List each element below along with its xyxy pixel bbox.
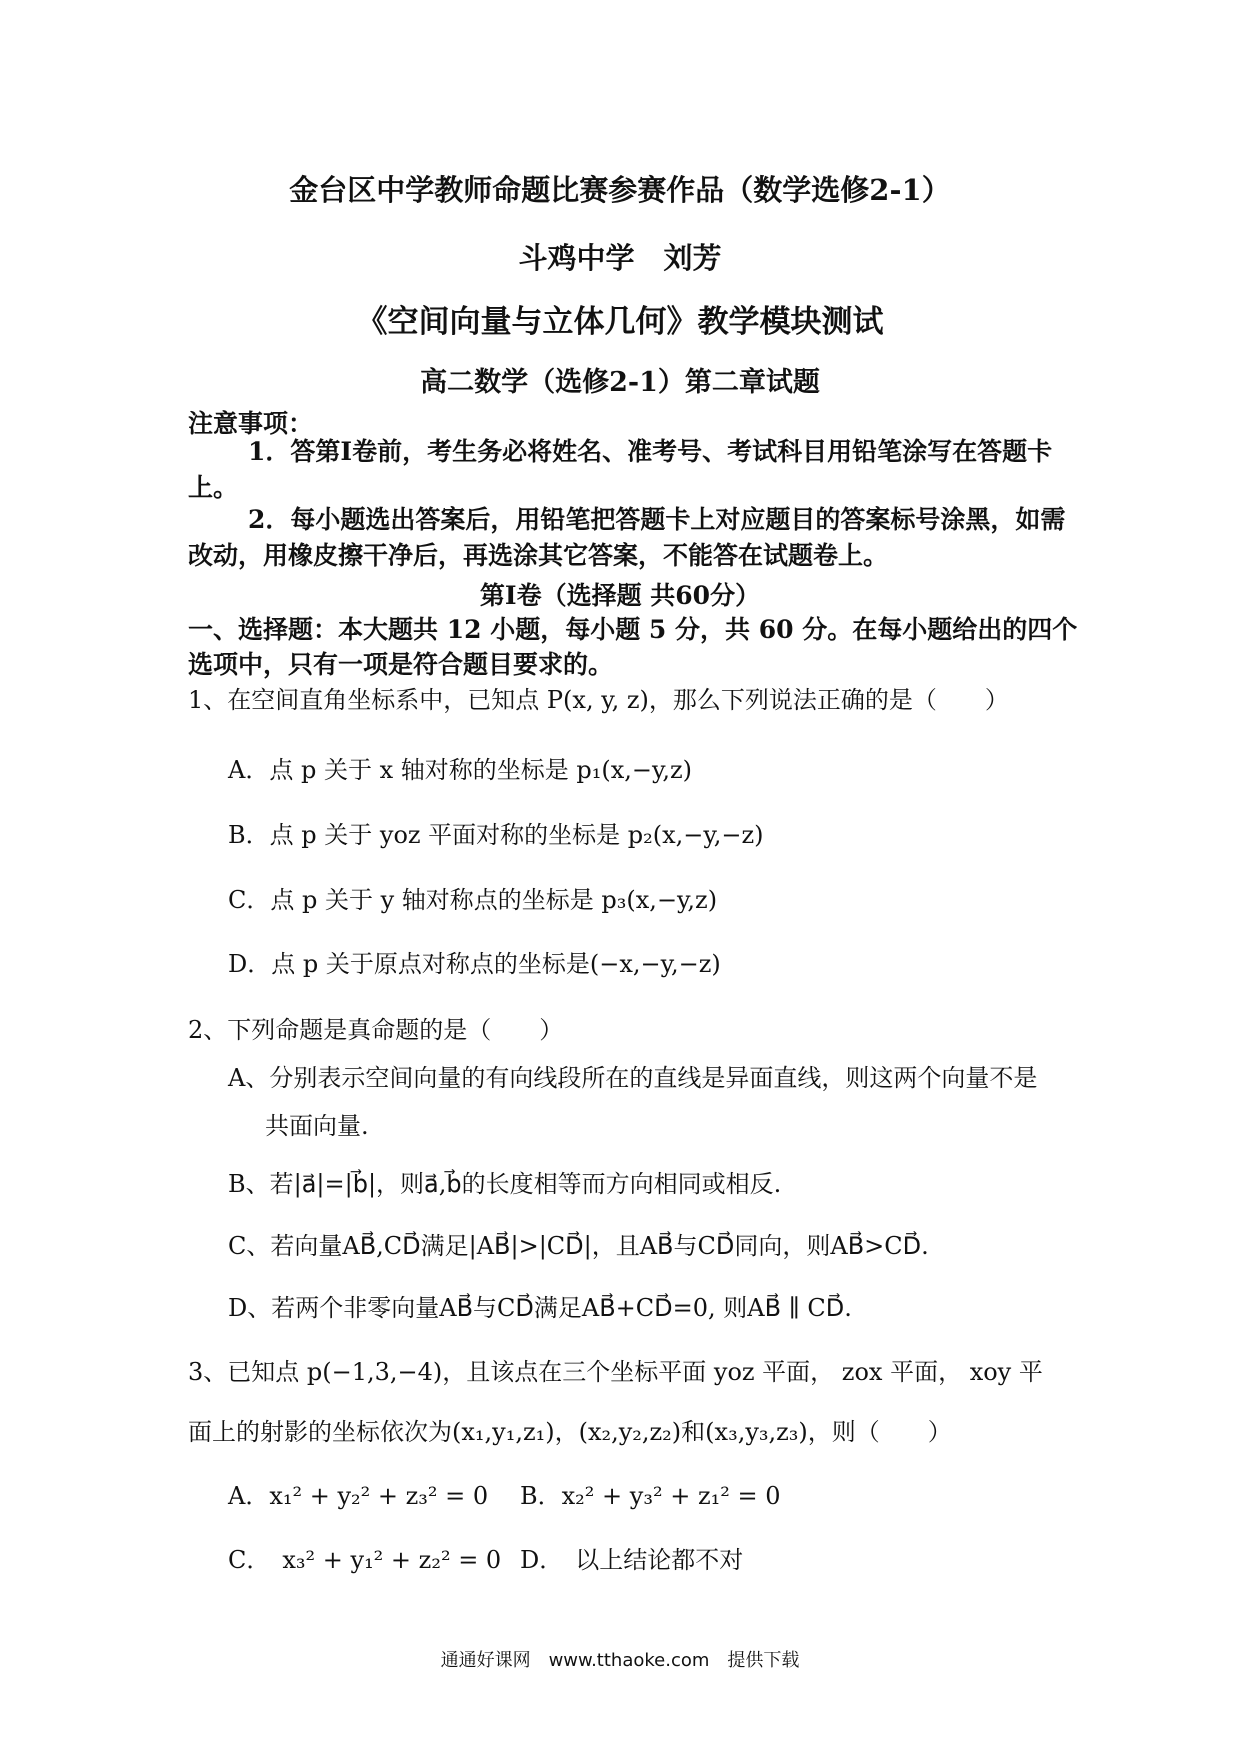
question-1-option-c: C．点 p 关于 y 轴对称点的坐标是 p₃(x,−y,z): [228, 886, 718, 914]
exam-subtitle: 高二数学（选修2-1）第二章试题: [420, 367, 820, 398]
notice-heading: 注意事项：: [188, 409, 314, 438]
question-3-stem-cont: 面上的射影的坐标依次为(x₁,y₁,z₁)，(x₂,y₂,z₂)和(x₃,y₃,z₃)，则（ ）: [188, 1418, 952, 1446]
section-instructions: 一、选择题：本大题共 12 小题，每小题 5 分，共 60 分。在每小题给出的四个: [188, 615, 1078, 644]
question-3-option-b: B．x₂² + y₃² + z₁² = 0: [520, 1482, 781, 1510]
question-2-option-a-cont: 共面向量.: [265, 1112, 369, 1140]
competition-title: 金台区中学教师命题比赛参赛作品（数学选修2-1）: [289, 173, 951, 207]
notice-item-2-cont: 改动，用橡皮擦干净后，再选涂其它答案，不能答在试题卷上。: [188, 541, 889, 570]
question-1-option-b: B．点 p 关于 yoz 平面对称的坐标是 p₂(x,−y,−z): [228, 821, 764, 849]
question-2-option-c: C、若向量AB⃗,CD⃗满足|AB⃗|>|CD⃗|，且AB⃗与CD⃗同向，则AB⃗>CD⃗.: [228, 1232, 929, 1260]
section-instructions-cont: 选项中，只有一项是符合题目要求的。: [188, 650, 614, 679]
question-3-stem: 3、已知点 p(−1,3,−4)，且该点在三个坐标平面 yoz 平面， zox 平面， xoy 平: [188, 1358, 1043, 1386]
question-1-option-a: A．点 p 关于 x 轴对称的坐标是 p₁(x,−y,z): [228, 756, 693, 784]
notice-item-1: 1．答第Ⅰ卷前，考生务必将姓名、准考号、考试科目用铅笔涂写在答题卡: [248, 437, 1053, 466]
module-title: 《空间向量与立体几何》教学模块测试: [356, 304, 884, 340]
question-3-option-d: D． 以上结论都不对: [520, 1546, 744, 1574]
section-title: 第Ⅰ卷（选择题 共60分）: [479, 581, 761, 610]
question-3-option-a: A．x₁² + y₂² + z₃² = 0: [228, 1482, 489, 1510]
question-2-option-a: A、分别表示空间向量的有向线段所在的直线是异面直线，则这两个向量不是: [228, 1064, 1038, 1092]
download-footer: 通通好课网 www.tthaoke.com 提供下载: [440, 1650, 800, 1671]
question-2-stem: 2、下列命题是真命题的是（ ）: [188, 1016, 564, 1044]
author-line: 斗鸡中学 刘芳: [518, 241, 722, 275]
question-2-option-b: B、若|a⃗|=|b⃗|，则a⃗,b⃗的长度相等而方向相同或相反.: [228, 1170, 782, 1198]
question-3-option-c: C． x₃² + y₁² + z₂² = 0: [228, 1546, 502, 1574]
question-1-option-d: D．点 p 关于原点对称点的坐标是(−x,−y,−z): [228, 950, 721, 978]
notice-item-2: 2．每小题选出答案后，用铅笔把答题卡上对应题目的答案标号涂黑，如需: [248, 505, 1066, 534]
question-2-option-d: D、若两个非零向量AB⃗与CD⃗满足AB⃗+CD⃗=0, 则AB⃗ ∥ CD⃗.: [228, 1294, 852, 1322]
notice-item-1-cont: 上。: [188, 473, 239, 502]
question-1-stem: 1、在空间直角坐标系中，已知点 P(x, y, z)，那么下列说法正确的是（ ）: [188, 686, 1009, 714]
